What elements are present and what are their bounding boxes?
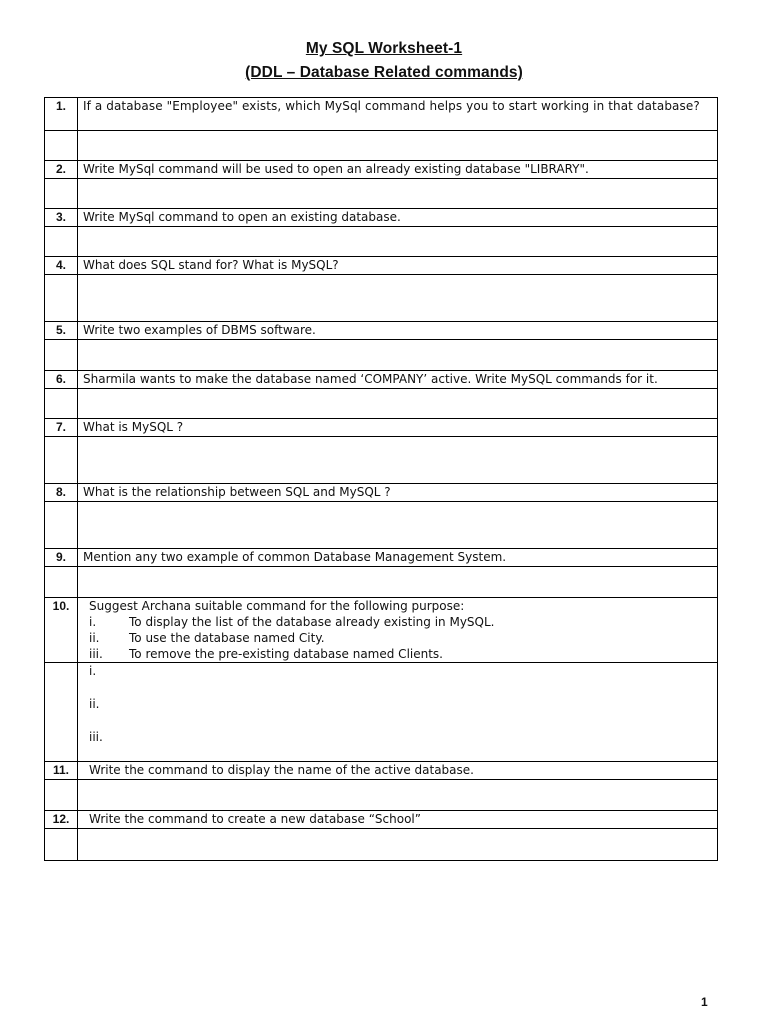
- answer-row-9: [45, 567, 718, 598]
- answer-space[interactable]: [78, 829, 718, 861]
- sub-item-text: To remove the pre-existing database named Clients.: [129, 647, 443, 661]
- question-row-5: [45, 322, 718, 340]
- question-number: 7.: [45, 419, 78, 437]
- answer-space[interactable]: [78, 780, 718, 811]
- answer-space[interactable]: [78, 227, 718, 257]
- question-number: 3.: [45, 209, 78, 227]
- worksheet-subtitle: (DDL – Database Related commands): [245, 64, 523, 81]
- answer-row-4: [45, 275, 718, 322]
- sub-item-numeral: iii.: [89, 647, 103, 661]
- question-text: Write two examples of DBMS software.: [78, 322, 718, 340]
- question-row-1: [45, 98, 718, 131]
- question-text: What is MySQL ?: [78, 419, 718, 437]
- answer-row-8: [45, 502, 718, 549]
- question-text: Write the command to create a new database “School”: [78, 811, 718, 829]
- question-row-4: [45, 257, 718, 275]
- question-row-7: [45, 419, 718, 437]
- question-row-6: [45, 371, 718, 389]
- answer-space[interactable]: [78, 437, 718, 484]
- answer-row-6: [45, 389, 718, 419]
- question-text: Write the command to display the name of the active database.: [78, 762, 718, 780]
- answer-row-5: [45, 340, 718, 371]
- sub-item-numeral: ii.: [89, 631, 100, 645]
- answer-space[interactable]: [78, 275, 718, 322]
- sub-item-text: To display the list of the database already existing in MySQL.: [129, 615, 495, 629]
- sub-item: [89, 614, 712, 630]
- sub-item: [89, 630, 712, 646]
- question-number: 4.: [45, 257, 78, 275]
- question-text: Write MySql command will be used to open an already existing database "LIBRARY".: [78, 161, 718, 179]
- question-number: 6.: [45, 371, 78, 389]
- question-number: 1.: [45, 98, 78, 131]
- answer-space[interactable]: [78, 340, 718, 371]
- question-text: If a database "Employee" exists, which MySql command helps you to start working in that database?: [78, 98, 718, 131]
- answer-row-10: [45, 663, 718, 762]
- question-number: 10.: [45, 598, 78, 663]
- question-row-12: [45, 811, 718, 829]
- question-row-11: [45, 762, 718, 780]
- question-text: Suggest Archana suitable command for the following purpose:: [89, 599, 465, 613]
- answer-space[interactable]: [78, 663, 718, 762]
- answer-row-12: [45, 829, 718, 861]
- question-row-8: [45, 484, 718, 502]
- answer-label: ii.: [89, 697, 100, 711]
- sub-item-text: To use the database named City.: [129, 631, 325, 645]
- question-text-block: [78, 598, 718, 663]
- answer-space[interactable]: [78, 131, 718, 161]
- question-table: [44, 97, 718, 861]
- answer-space[interactable]: [78, 179, 718, 209]
- question-text: Mention any two example of common Database Management System.: [78, 549, 718, 567]
- question-row-3: [45, 209, 718, 227]
- question-row-2: [45, 161, 718, 179]
- question-number: 2.: [45, 161, 78, 179]
- question-text: What is the relationship between SQL and MySQL ?: [78, 484, 718, 502]
- answer-row-11: [45, 780, 718, 811]
- question-number: 11.: [45, 762, 78, 780]
- answer-space[interactable]: [78, 502, 718, 549]
- question-text: Write MySql command to open an existing database.: [78, 209, 718, 227]
- answer-label: iii.: [89, 730, 103, 744]
- sub-item: [89, 646, 712, 662]
- answer-row-7: [45, 437, 718, 484]
- question-number: 9.: [45, 549, 78, 567]
- question-number: 8.: [45, 484, 78, 502]
- question-number: 5.: [45, 322, 78, 340]
- answer-row-2: [45, 179, 718, 209]
- question-text: What does SQL stand for? What is MySQL?: [78, 257, 718, 275]
- answer-space[interactable]: [78, 389, 718, 419]
- question-row-9: [45, 549, 718, 567]
- answer-label: i.: [89, 664, 97, 678]
- question-row-10: [45, 598, 718, 663]
- page-number: 1: [701, 995, 708, 1009]
- sub-item-numeral: i.: [89, 615, 97, 629]
- question-text: Sharmila wants to make the database named ‘COMPANY’ active. Write MySQL commands for it.: [78, 371, 718, 389]
- question-number: 12.: [45, 811, 78, 829]
- answer-row-1: [45, 131, 718, 161]
- answer-space[interactable]: [78, 567, 718, 598]
- answer-row-3: [45, 227, 718, 257]
- worksheet-title: My SQL Worksheet-1: [305, 40, 463, 57]
